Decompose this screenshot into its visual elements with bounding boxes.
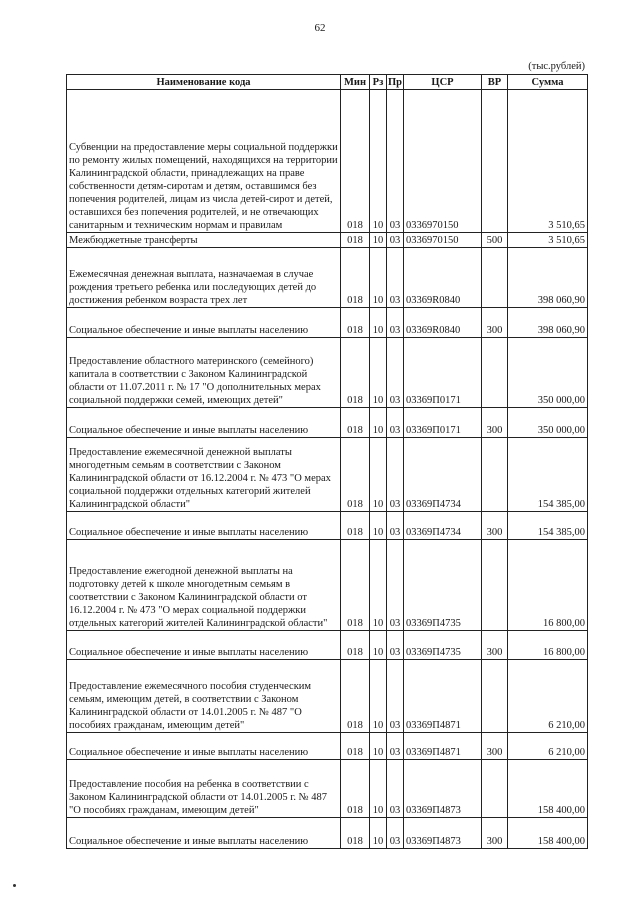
row-name: Предоставление пособия на ребенка в соответствии с Законом Калининградской области от 14.01.2005 г. № 487 "О пособиях гражданам, имеющим детей"	[67, 760, 341, 818]
row-rz: 10	[370, 233, 387, 248]
row-min: 018	[341, 233, 370, 248]
row-min: 018	[341, 90, 370, 233]
row-pr: 03	[387, 733, 404, 760]
row-rz: 10	[370, 818, 387, 849]
row-csr: 03369П4871	[404, 733, 482, 760]
row-vr	[482, 248, 508, 308]
row-pr: 03	[387, 90, 404, 233]
header-pr: Пр	[388, 76, 403, 88]
table-row	[67, 338, 588, 408]
row-name: Социальное обеспечение и иные выплаты населению	[67, 733, 341, 760]
row-sum: 6 210,00	[508, 660, 588, 733]
row-min: 018	[341, 438, 370, 512]
row-vr: 300	[482, 631, 508, 660]
row-sum: 398 060,90	[508, 248, 588, 308]
row-csr: 03369П4734	[404, 512, 482, 540]
row-sum: 16 800,00	[508, 631, 588, 660]
header-sum: Сумма	[508, 75, 588, 90]
row-name: Социальное обеспечение и иные выплаты населению	[67, 308, 341, 338]
row-csr: 03369П4871	[404, 660, 482, 733]
header-rz: Рз	[370, 75, 387, 90]
row-rz: 10	[370, 248, 387, 308]
row-pr: 03	[387, 660, 404, 733]
row-name: Социальное обеспечение и иные выплаты населению	[67, 818, 341, 849]
row-rz: 10	[370, 540, 387, 631]
row-min: 018	[341, 760, 370, 818]
table-row	[67, 540, 588, 631]
row-name: Предоставление ежемесячного пособия студенческим семьям, имеющим детей, в соответствии с Законом Калининградской области от 14.01.2005 г. № 487 "О пособиях гражданам, имеющим детей"	[67, 660, 341, 733]
row-sum: 350 000,00	[508, 338, 588, 408]
row-sum: 398 060,90	[508, 308, 588, 338]
row-vr: 300	[482, 408, 508, 438]
row-sum: 3 510,65	[508, 233, 588, 248]
row-csr: 03369П4735	[404, 540, 482, 631]
row-pr: 03	[387, 631, 404, 660]
row-min: 018	[341, 248, 370, 308]
row-vr	[482, 760, 508, 818]
row-pr: 03	[387, 438, 404, 512]
row-vr: 300	[482, 818, 508, 849]
table-header-row	[67, 75, 588, 90]
row-csr: 03369R0840	[404, 248, 482, 308]
row-rz: 10	[370, 408, 387, 438]
row-name: Межбюджетные трансферты	[67, 233, 341, 248]
page-number: 62	[314, 22, 326, 34]
row-vr	[482, 540, 508, 631]
row-csr: 03369R0840	[404, 308, 482, 338]
row-csr: 03369П0171	[404, 338, 482, 408]
row-rz: 10	[370, 512, 387, 540]
row-rz: 10	[370, 338, 387, 408]
table-row	[67, 512, 588, 540]
row-min: 018	[341, 631, 370, 660]
row-rz: 10	[370, 438, 387, 512]
row-sum: 3 510,65	[508, 90, 588, 233]
row-name: Предоставление ежемесячной денежной выплаты многодетным семьям в соответствии с Законом Калининградской области от 16.12.2004 г. № 473 "О мерах социальной поддержки отдельных категорий жителей Калининградской области"	[67, 438, 341, 512]
row-csr: 03369П0171	[404, 408, 482, 438]
row-csr: 0336970150	[404, 90, 482, 233]
row-sum: 158 400,00	[508, 818, 588, 849]
row-rz: 10	[370, 308, 387, 338]
header-vr: ВР	[482, 75, 508, 90]
row-sum: 6 210,00	[508, 733, 588, 760]
row-min: 018	[341, 308, 370, 338]
table-row	[67, 308, 588, 338]
table-row	[67, 438, 588, 512]
budget-table	[66, 74, 588, 849]
row-name: Социальное обеспечение и иные выплаты населению	[67, 631, 341, 660]
table-row	[67, 233, 588, 248]
header-min: Мин	[341, 75, 370, 90]
row-pr: 03	[387, 308, 404, 338]
header-csr: ЦСР	[404, 75, 482, 90]
row-vr: 300	[482, 512, 508, 540]
table-row	[67, 818, 588, 849]
row-pr: 03	[387, 408, 404, 438]
row-vr	[482, 438, 508, 512]
table-row	[67, 248, 588, 308]
table-row	[67, 760, 588, 818]
row-rz: 10	[370, 733, 387, 760]
row-rz: 10	[370, 760, 387, 818]
row-pr: 03	[387, 760, 404, 818]
scan-mark	[13, 884, 16, 887]
table-row	[67, 90, 588, 233]
row-vr	[482, 338, 508, 408]
row-vr	[482, 660, 508, 733]
row-vr	[482, 90, 508, 233]
row-min: 018	[341, 512, 370, 540]
row-pr: 03	[387, 338, 404, 408]
row-vr: 300	[482, 308, 508, 338]
row-min: 018	[341, 408, 370, 438]
row-csr: 03369П4734	[404, 438, 482, 512]
row-csr: 0336970150	[404, 233, 482, 248]
row-min: 018	[341, 733, 370, 760]
row-vr: 500	[482, 233, 508, 248]
row-name: Социальное обеспечение и иные выплаты населению	[67, 512, 341, 540]
row-vr: 300	[482, 733, 508, 760]
row-min: 018	[341, 338, 370, 408]
row-csr: 03369П4873	[404, 818, 482, 849]
row-pr: 03	[387, 540, 404, 631]
units-label: (тыс.рублей)	[528, 61, 585, 72]
row-sum: 16 800,00	[508, 540, 588, 631]
row-min: 018	[341, 540, 370, 631]
row-rz: 10	[370, 631, 387, 660]
table-row	[67, 631, 588, 660]
row-csr: 03369П4873	[404, 760, 482, 818]
row-pr: 03	[387, 248, 404, 308]
row-min: 018	[341, 818, 370, 849]
table-row	[67, 408, 588, 438]
row-csr: 03369П4735	[404, 631, 482, 660]
row-rz: 10	[370, 660, 387, 733]
row-name: Ежемесячная денежная выплата, назначаемая в случае рождения третьего ребенка или последующих детей до достижения ребенком возраста трех лет	[67, 248, 341, 308]
row-min: 018	[341, 660, 370, 733]
table-row	[67, 733, 588, 760]
row-name: Субвенции на предоставление меры социальной поддержки по ремонту жилых помещений, находящихся на территории Калининградской области, принадлежащих на праве собственности детям-сиротам и детям, оставшимся без попечения родителей, лицам из числа детей-сирот и детей, оставшихся без попечения родителей, и не отвечающих санитарным и техническим нормам и правилам	[67, 90, 341, 233]
row-name: Предоставление ежегодной денежной выплаты на подготовку детей к школе многодетным семьям в соответствии с Законом Калининградской области от 16.12.2004 г. № 473 "О мерах социальной поддержки отдельных категорий жителей Калининградской области"	[67, 540, 341, 631]
row-sum: 154 385,00	[508, 512, 588, 540]
row-name: Социальное обеспечение и иные выплаты населению	[67, 408, 341, 438]
header-name: Наименование кода	[67, 75, 341, 90]
row-sum: 154 385,00	[508, 438, 588, 512]
row-pr: 03	[387, 233, 404, 248]
table-row	[67, 660, 588, 733]
row-sum: 350 000,00	[508, 408, 588, 438]
row-pr: 03	[387, 818, 404, 849]
row-name: Предоставление областного материнского (семейного) капитала в соответствии с Законом Калининградской области от 11.07.2011 г. № 17 "О дополнительных мерах социальной поддержки семей, имеющих детей"	[67, 338, 341, 408]
row-pr: 03	[387, 512, 404, 540]
row-rz: 10	[370, 90, 387, 233]
row-sum: 158 400,00	[508, 760, 588, 818]
